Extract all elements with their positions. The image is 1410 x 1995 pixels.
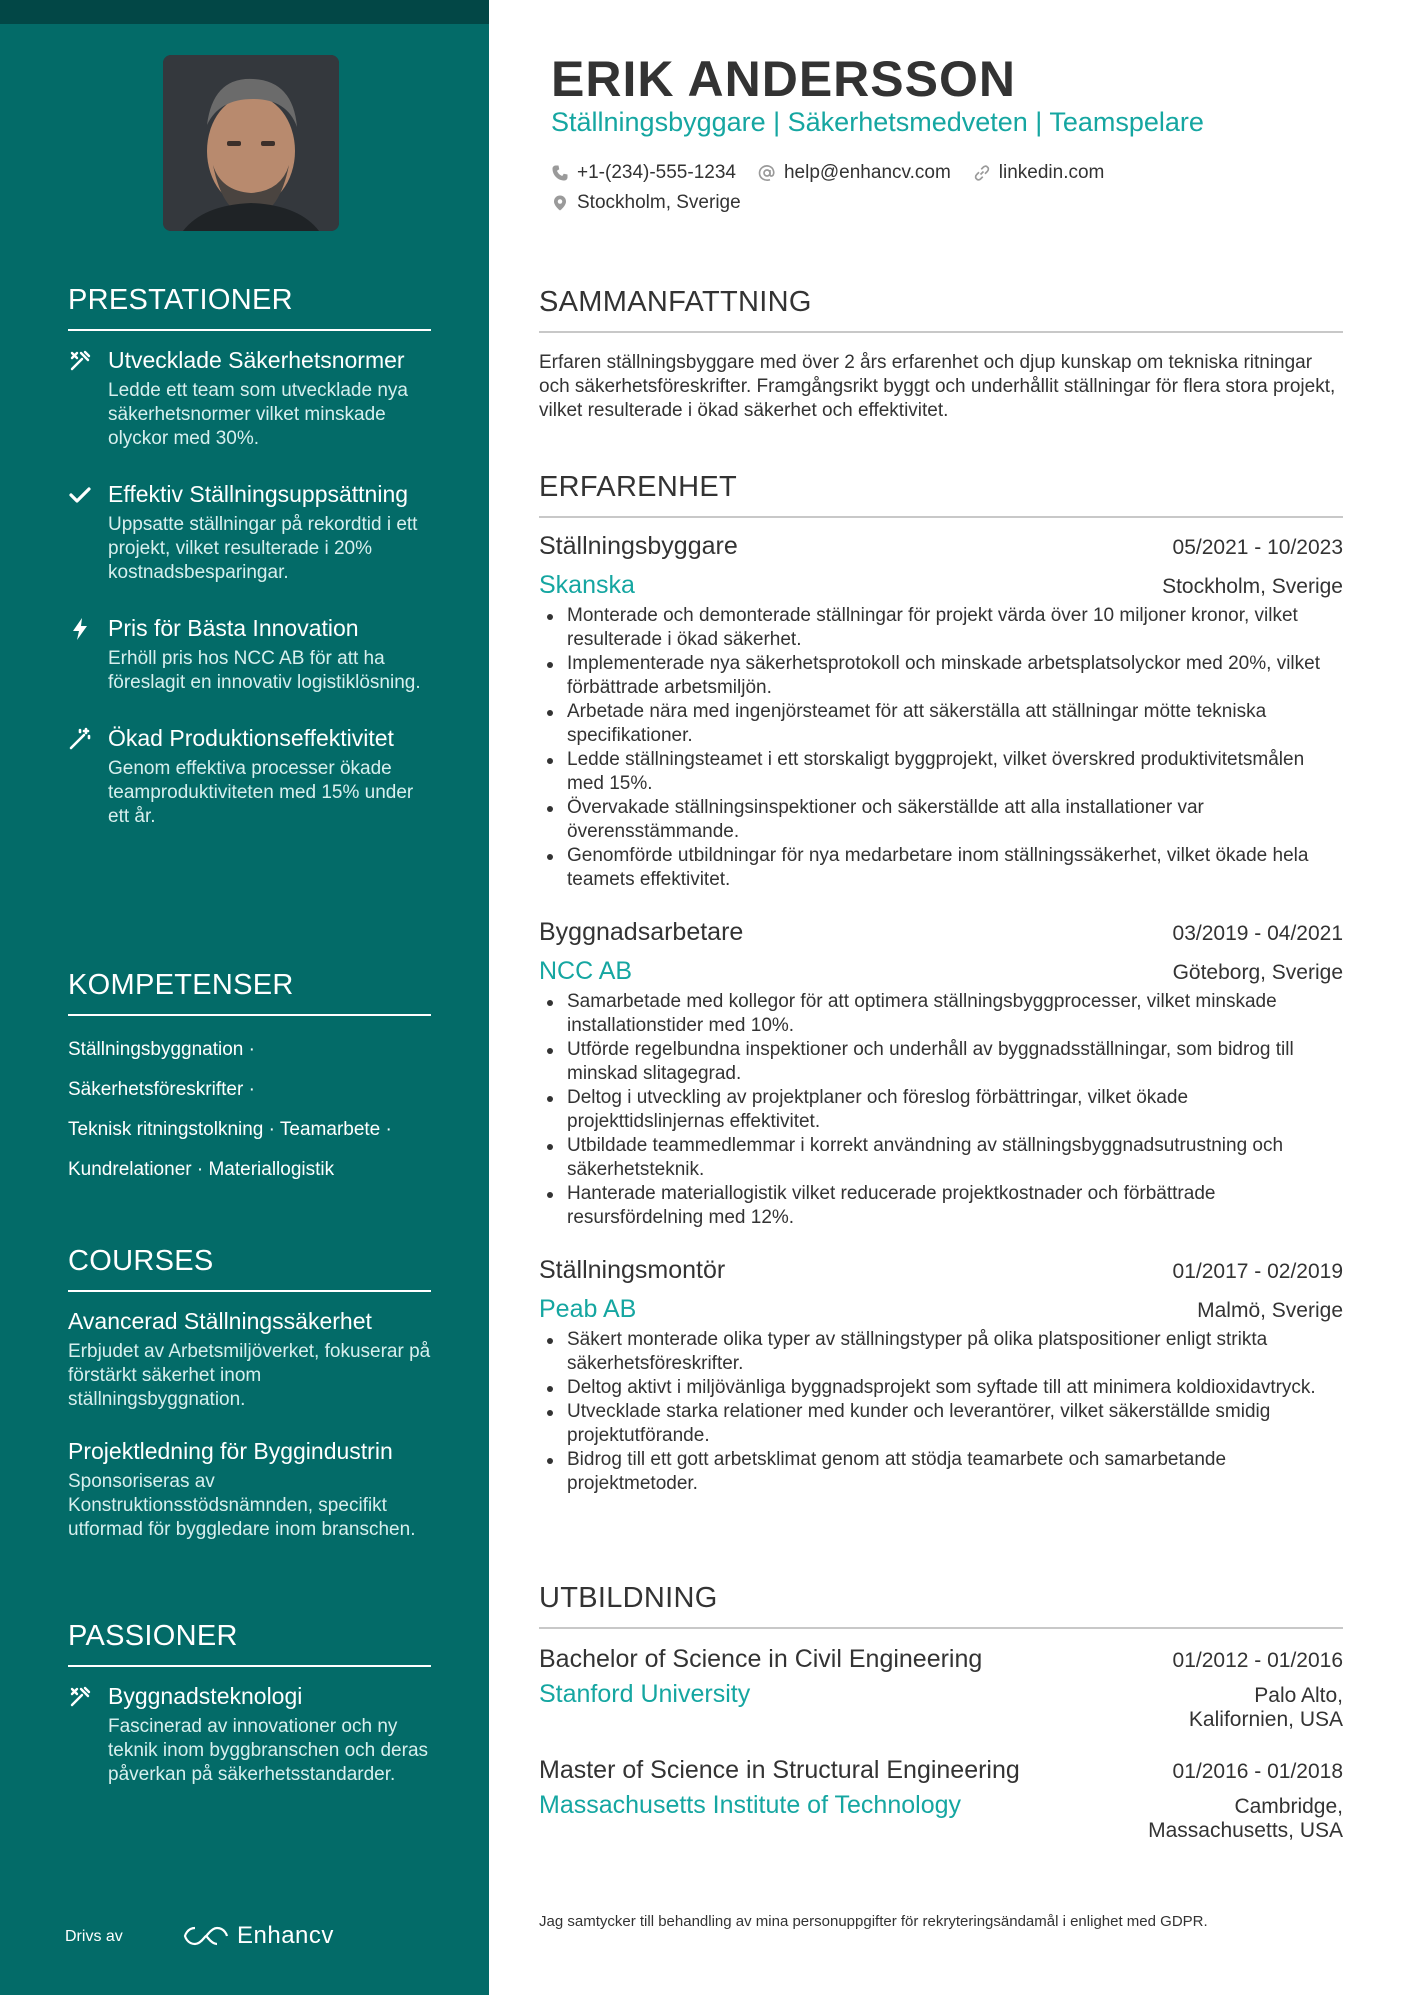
job-location: Malmö, Sverige [1197, 1299, 1343, 1322]
job-entry [539, 532, 1343, 892]
course-title: Projektledning för Byggindustrin [68, 1438, 393, 1464]
location-contact [551, 192, 741, 214]
passions-title: PASSIONER [68, 1620, 431, 1667]
job-bullet: Utförde regelbundna inspektioner och underhåll av byggnadsställningar, som bidrog till minskad slitagegrad. [539, 1038, 1343, 1086]
course-title: Avancerad Ställningssäkerhet [68, 1308, 372, 1334]
job-bullet: Samarbetade med kollegor för att optimera ställningsbyggprocesser, vilket minskade installationstider med 10%. [539, 990, 1343, 1038]
job-title: Ställningsbyggare [539, 532, 738, 560]
job-dates: 03/2019 - 04/2021 [1172, 922, 1343, 945]
tools-icon [68, 1685, 92, 1709]
contact-row [551, 162, 1104, 184]
achievement-desc: Uppsatte ställningar på rekordtid i ett projekt, vilket resulterade i 20% kostnadsbesparingar. [108, 514, 418, 583]
school-name: Massachusetts Institute of Technology [539, 1791, 961, 1819]
tools-icon [68, 349, 92, 373]
course-desc: Sponsoriseras av Konstruktionsstödsnämnden, specifikt utformad för byggledare inom branschen. [68, 1471, 416, 1540]
education-location [1189, 1684, 1343, 1732]
education-entry [539, 1756, 1343, 1843]
job-company: NCC AB [539, 957, 633, 985]
achievement-title: Effektiv Ställningsuppsättning [108, 481, 409, 507]
passion-title: Byggnadsteknologi [108, 1683, 303, 1709]
job-dates: 05/2021 - 10/2023 [1172, 536, 1343, 559]
skill-row: Ställningsbyggnation · [68, 1039, 255, 1060]
job-bullet: Hanterade materiallogistik vilket reducerade projektkostnader och förbättrade resursfördelning med 12%. [539, 1182, 1343, 1230]
job-location: Stockholm, Sverige [1162, 575, 1343, 598]
achievements-section [68, 284, 431, 857]
check-icon [68, 483, 92, 507]
powered-by-label: Drivs av [65, 1928, 123, 1945]
enhancv-logo[interactable] [183, 1922, 334, 1950]
course-item [68, 1436, 431, 1542]
phone-text: +1-(234)-555-1234 [577, 162, 736, 183]
location-text: Stockholm, Sverige [577, 192, 741, 213]
education-location [1148, 1795, 1343, 1843]
job-title: Byggnadsarbetare [539, 918, 744, 946]
gdpr-consent: Jag samtycker till behandling av mina personuppgifter för rekryteringsändamål i enlighet med GDPR. [539, 1913, 1208, 1930]
candidate-tagline: Ställningsbyggare | Säkerhetsmedveten | Teamspelare [551, 107, 1204, 137]
brand-name: Enhancv [237, 1922, 334, 1949]
skills-section [68, 969, 431, 1190]
job-bullet: Utbildade teammedlemmar i korrekt användning av ställningsbyggnadsutrustning och säkerhetsteknik. [539, 1134, 1343, 1182]
job-bullet: Genomförde utbildningar för nya medarbetare inom ställningssäkerhet, vilket ökade hela teamets effektivitet. [539, 844, 1343, 892]
job-bullet: Bidrog till ett gott arbetsklimat genom att stödja teamarbete och samarbetande projektmetoder. [539, 1448, 1343, 1496]
location-pin-icon [551, 194, 569, 212]
link-icon [973, 164, 991, 182]
sidebar [0, 0, 489, 1995]
job-bullets [539, 1328, 1343, 1496]
job-bullets [539, 990, 1343, 1230]
job-title: Ställningsmontör [539, 1256, 726, 1284]
achievement-desc: Ledde ett team som utvecklade nya säkerhetsnormer vilket minskade olyckor med 30%. [108, 380, 408, 449]
passion-desc: Fascinerad av innovationer och ny teknik inom byggbranschen och deras påverkan på säkerhetsstandarder. [108, 1716, 429, 1785]
course-item [68, 1306, 431, 1412]
sidebar-top-bar [0, 0, 489, 24]
skill-row: Säkerhetsföreskrifter · [68, 1079, 255, 1100]
summary-section [539, 286, 1343, 423]
degree-title: Master of Science in Structural Engineering [539, 1756, 1020, 1784]
magic-wand-icon [68, 727, 92, 751]
achievement-title: Ökad Produktionseffektivitet [108, 725, 394, 751]
job-bullet: Utvecklade starka relationer med kunder och leverantörer, vilket säkerställde smidig projektutförande. [539, 1400, 1343, 1448]
summary-text: Erfaren ställningsbyggare med över 2 års erfarenhet och djup kunskap om tekniska ritningar och säkerhetsföreskrifter. Framgångsrikt byggt och underhållit ställningar för flera stora projekt, vilket resulterade i ökad säkerhet och effektivitet. [539, 352, 1336, 421]
phone-contact[interactable] [551, 162, 736, 184]
job-entry [539, 918, 1343, 1230]
passion-item [68, 1681, 431, 1787]
course-desc: Erbjudet av Arbetsmiljöverket, fokuserar på förstärkt säkerhet inom ställningsbyggnation. [68, 1341, 431, 1410]
experience-title: ERFARENHET [539, 471, 1343, 518]
education-dates: 01/2016 - 01/2018 [1172, 1760, 1343, 1783]
education-title: UTBILDNING [539, 1582, 1343, 1629]
education-section [539, 1582, 1343, 1843]
education-location-line: Palo Alto, [1254, 1684, 1343, 1707]
job-bullets [539, 604, 1343, 892]
courses-section [68, 1245, 431, 1566]
skill-row: Teknisk ritningstolkning · Teamarbete · [68, 1119, 392, 1140]
passions-section [68, 1620, 431, 1815]
job-company: Skanska [539, 571, 635, 599]
education-dates: 01/2012 - 01/2016 [1172, 1649, 1343, 1672]
job-bullet: Monterade och demonterade ställningar för projekt värda över 10 miljoner kronor, vilket resulterade i ökad säkerhet. [539, 604, 1343, 652]
job-bullet: Ledde ställningsteamet i ett storskaligt byggprojekt, vilket överskred produktivitetsmålen med 15%. [539, 748, 1343, 796]
job-bullet: Deltog i utveckling av projektplaner och föreslog förbättringar, vilket ökade projekttidslinjernas effektivitet. [539, 1086, 1343, 1134]
education-location-line: Cambridge, [1234, 1795, 1343, 1818]
summary-title: SAMMANFATTNING [539, 286, 1343, 333]
achievements-title: PRESTATIONER [68, 284, 431, 331]
achievement-item [68, 723, 431, 829]
education-location-line: Kalifornien, USA [1188, 1708, 1343, 1731]
skills-list [68, 1030, 431, 1190]
achievement-item [68, 345, 431, 451]
linkedin-contact[interactable] [973, 162, 1105, 184]
job-dates: 01/2017 - 02/2019 [1172, 1260, 1343, 1283]
degree-title: Bachelor of Science in Civil Engineering [539, 1645, 983, 1673]
job-entry [539, 1256, 1343, 1496]
email-contact[interactable] [758, 162, 951, 184]
lightning-icon [68, 617, 92, 641]
skill-row: Kundrelationer · Materiallogistik [68, 1159, 335, 1180]
at-icon [758, 164, 776, 182]
school-name: Stanford University [539, 1680, 751, 1708]
job-bullet: Säkert monterade olika typer av ställningstyper på olika platspositioner enligt strikta säkerhetsföreskrifter. [539, 1328, 1343, 1376]
education-location-line: Massachusetts, USA [1148, 1819, 1343, 1842]
job-company: Peab AB [539, 1295, 637, 1323]
courses-title: COURSES [68, 1245, 431, 1292]
experience-section [539, 471, 1343, 1496]
email-text: help@enhancv.com [783, 162, 951, 183]
linkedin-text: linkedin.com [998, 162, 1105, 183]
achievement-item [68, 613, 431, 695]
education-entry [539, 1645, 1343, 1732]
achievement-title: Utvecklade Säkerhetsnormer [108, 347, 405, 373]
achievement-desc: Erhöll pris hos NCC AB för att ha föreslagit en innovativ logistiklösning. [108, 648, 421, 693]
job-bullet: Arbetade nära med ingenjörsteamet för att säkerställa att ställningar mötte tekniska specifikationer. [539, 700, 1343, 748]
phone-icon [551, 164, 569, 182]
location-row [551, 192, 741, 214]
job-bullet: Deltog aktivt i miljövänliga byggnadsprojekt som syftade till att minimera koldioxidavtryck. [539, 1376, 1343, 1400]
achievement-title: Pris för Bästa Innovation [108, 615, 359, 641]
job-bullet: Implementerade nya säkerhetsprotokoll och minskade arbetsplatsolyckor med 20%, vilket förbättrade arbetsmiljön. [539, 652, 1343, 700]
skills-title: KOMPETENSER [68, 969, 431, 1016]
job-location: Göteborg, Sverige [1172, 961, 1343, 984]
achievement-item [68, 479, 431, 585]
profile-photo [163, 55, 339, 231]
candidate-name: ERIK ANDERSSON [551, 51, 1016, 107]
job-bullet: Övervakade ställningsinspektioner och säkerställde att alla installationer var överensstämmande. [539, 796, 1343, 844]
achievement-desc: Genom effektiva processer ökade teamproduktiviteten med 15% under ett år. [108, 758, 414, 827]
